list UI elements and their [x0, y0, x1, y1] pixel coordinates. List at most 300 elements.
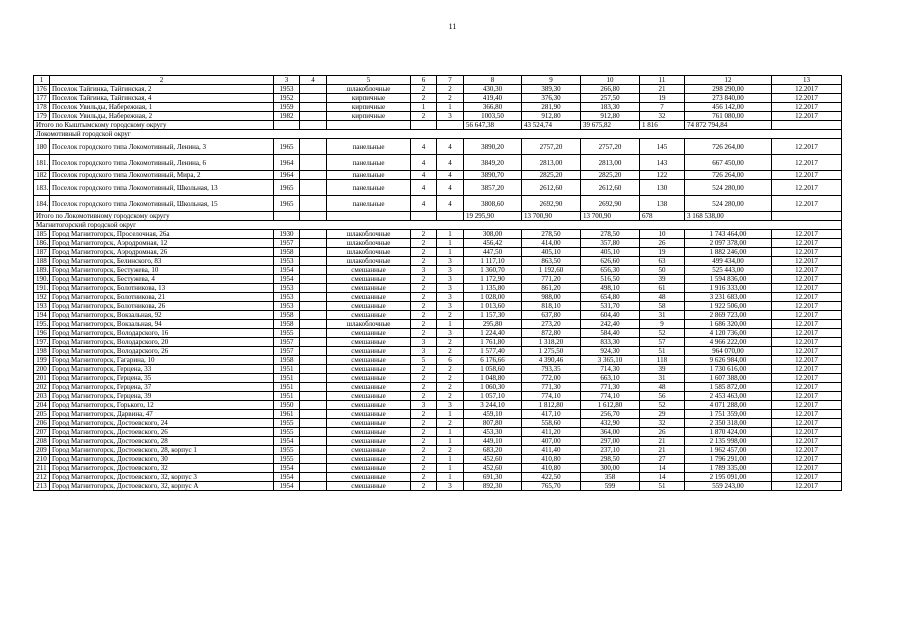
- row-number: 213: [34, 482, 50, 491]
- address-cell: Город Магнитогорск, Бестужева, 10: [50, 266, 274, 275]
- data-cell: [300, 121, 327, 130]
- section-title: Локомотивный городской округ: [34, 130, 842, 139]
- data-cell: 3857,20: [464, 180, 522, 196]
- data-cell: [300, 365, 327, 374]
- data-cell: 3808,60: [464, 196, 522, 212]
- data-cell: 4: [411, 180, 437, 196]
- data-cell: 12.2017: [772, 464, 842, 473]
- data-cell: 1 172,90: [464, 275, 522, 284]
- data-cell: 145: [640, 139, 685, 155]
- data-cell: 12.2017: [772, 230, 842, 239]
- data-cell: 2: [411, 284, 437, 293]
- data-cell: 2: [437, 94, 464, 103]
- data-cell: 237,10: [581, 446, 640, 455]
- data-cell: 2: [411, 248, 437, 257]
- data-cell: панельные: [327, 155, 411, 171]
- address-cell: Город Магнитогорск, Аэродромная, 26: [50, 248, 274, 257]
- data-cell: [300, 103, 327, 112]
- data-cell: 2: [411, 365, 437, 374]
- data-cell: [300, 329, 327, 338]
- data-cell: 5: [411, 356, 437, 365]
- data-cell: 430,30: [464, 85, 522, 94]
- address-cell: Поселок Увильды, Набережная, 1: [50, 103, 274, 112]
- row-number: 205: [34, 410, 50, 419]
- data-cell: смешанные: [327, 455, 411, 464]
- data-cell: 558,60: [522, 419, 581, 428]
- data-cell: панельные: [327, 139, 411, 155]
- data-cell: 761 080,00: [685, 112, 772, 121]
- data-cell: 765,70: [522, 482, 581, 491]
- data-cell: 1: [437, 230, 464, 239]
- data-cell: [437, 121, 464, 130]
- data-cell: 1003,50: [464, 112, 522, 121]
- row-number: 184.: [34, 196, 50, 212]
- row-number: 193: [34, 302, 50, 311]
- data-cell: 256,70: [581, 410, 640, 419]
- table-row: [34, 428, 842, 437]
- data-cell: 1 275,50: [522, 347, 581, 356]
- data-cell: 1954: [274, 464, 300, 473]
- data-cell: 2: [411, 329, 437, 338]
- total-cost: 3 168 538,00: [685, 212, 772, 221]
- data-cell: 456 142,00: [685, 103, 772, 112]
- table-row: [34, 383, 842, 392]
- data-cell: 1: [437, 248, 464, 257]
- address-cell: Город Магнитогорск, Герцена, 39: [50, 392, 274, 401]
- data-cell: 2: [437, 338, 464, 347]
- data-cell: 422,50: [522, 473, 581, 482]
- data-cell: 298 290,00: [685, 85, 772, 94]
- data-cell: 12.2017: [772, 155, 842, 171]
- row-number: 206: [34, 419, 50, 428]
- data-cell: 3 365,10: [581, 356, 640, 365]
- data-cell: 1 013,60: [464, 302, 522, 311]
- data-cell: 833,30: [581, 338, 640, 347]
- table-row: [34, 347, 842, 356]
- table-row: [34, 482, 842, 491]
- data-cell: 12.2017: [772, 171, 842, 180]
- data-cell: 1 057,10: [464, 392, 522, 401]
- address-cell: Город Магнитогорск, Вокзальная, 94: [50, 320, 274, 329]
- data-cell: 3: [411, 347, 437, 356]
- row-number: 177: [34, 94, 50, 103]
- data-cell: смешанные: [327, 275, 411, 284]
- data-cell: 498,10: [581, 284, 640, 293]
- data-cell: 50: [640, 266, 685, 275]
- data-cell: 308,00: [464, 230, 522, 239]
- address-cell: Город Магнитогорск, Герцена, 33: [50, 365, 274, 374]
- data-cell: 1 922 506,00: [685, 302, 772, 311]
- data-cell: 4 071 288,00: [685, 401, 772, 410]
- row-number: 190.: [34, 275, 50, 284]
- data-cell: [300, 171, 327, 180]
- data-cell: 1 058,60: [464, 365, 522, 374]
- data-cell: 14: [640, 464, 685, 473]
- data-cell: 138: [640, 196, 685, 212]
- data-cell: [300, 374, 327, 383]
- data-cell: 2: [411, 85, 437, 94]
- data-cell: 51: [640, 482, 685, 491]
- data-cell: 1: [437, 428, 464, 437]
- data-cell: 183,30: [581, 103, 640, 112]
- data-cell: [300, 338, 327, 347]
- data-cell: 3: [437, 482, 464, 491]
- data-cell: 663,10: [581, 374, 640, 383]
- row-number: 191.: [34, 284, 50, 293]
- data-cell: 1 916 333,00: [685, 284, 772, 293]
- data-cell: 1965: [274, 180, 300, 196]
- data-cell: [300, 85, 327, 94]
- data-cell: 1954: [274, 266, 300, 275]
- data-cell: 1951: [274, 383, 300, 392]
- data-cell: [300, 473, 327, 482]
- data-cell: 143: [640, 155, 685, 171]
- data-cell: [300, 230, 327, 239]
- data-cell: [300, 94, 327, 103]
- data-cell: 12.2017: [772, 392, 842, 401]
- row-number: 187: [34, 248, 50, 257]
- data-cell: 2: [411, 383, 437, 392]
- data-cell: 714,30: [581, 365, 640, 374]
- data-cell: смешанные: [327, 365, 411, 374]
- data-cell: 1: [437, 410, 464, 419]
- data-cell: смешанные: [327, 473, 411, 482]
- data-cell: 524 280,00: [685, 180, 772, 196]
- section-title: Магнитогорский городской округ: [34, 221, 842, 230]
- table-row: [34, 365, 842, 374]
- address-cell: Поселок Тайгинка, Тайгинская, 2: [50, 85, 274, 94]
- data-cell: 27: [640, 455, 685, 464]
- table-row: [34, 320, 842, 329]
- table-header-row: [34, 76, 842, 85]
- data-cell: 257,50: [581, 94, 640, 103]
- data-cell: 1: [437, 239, 464, 248]
- data-cell: 771,30: [522, 383, 581, 392]
- address-cell: Поселок городского типа Локомотивный, Ленина, 6: [50, 155, 274, 171]
- data-cell: 637,80: [522, 311, 581, 320]
- row-number: 183.: [34, 180, 50, 196]
- data-cell: [327, 121, 411, 130]
- data-cell: 1 192,60: [522, 266, 581, 275]
- data-cell: [772, 212, 842, 221]
- data-cell: [300, 275, 327, 284]
- table-row: [34, 112, 842, 121]
- data-cell: 1954: [274, 482, 300, 491]
- address-cell: Поселок Увильды, Набережная, 2: [50, 112, 274, 121]
- data-cell: 2: [437, 446, 464, 455]
- data-cell: [300, 482, 327, 491]
- data-cell: 1 117,10: [464, 257, 522, 266]
- data-cell: 3: [437, 257, 464, 266]
- data-cell: 2: [437, 383, 464, 392]
- table-row: [34, 284, 842, 293]
- data-cell: 2: [411, 437, 437, 446]
- address-cell: Город Магнитогорск, Володарского, 26: [50, 347, 274, 356]
- data-cell: 281,90: [522, 103, 581, 112]
- data-cell: 3: [437, 293, 464, 302]
- data-cell: 2 097 378,00: [685, 239, 772, 248]
- data-cell: 19: [640, 94, 685, 103]
- data-cell: 295,80: [464, 320, 522, 329]
- data-cell: 1958: [274, 311, 300, 320]
- data-cell: 1954: [274, 275, 300, 284]
- table-row: [34, 139, 842, 155]
- data-cell: 3890,20: [464, 139, 522, 155]
- data-cell: 1951: [274, 392, 300, 401]
- section-header-row: [34, 130, 842, 139]
- data-cell: 988,00: [522, 293, 581, 302]
- data-cell: 26: [640, 428, 685, 437]
- data-cell: 1: [437, 473, 464, 482]
- address-cell: Поселок городского типа Локомотивный, Ленина, 3: [50, 139, 274, 155]
- data-cell: 772,00: [522, 374, 581, 383]
- data-cell: шлакоблочные: [327, 239, 411, 248]
- data-cell: шлакоблочные: [327, 257, 411, 266]
- data-cell: 12.2017: [772, 446, 842, 455]
- data-cell: панельные: [327, 171, 411, 180]
- data-cell: [274, 212, 300, 221]
- row-number: 207: [34, 428, 50, 437]
- data-cell: 21: [640, 437, 685, 446]
- data-cell: кирпичные: [327, 103, 411, 112]
- data-cell: 12.2017: [772, 293, 842, 302]
- data-cell: 2: [411, 410, 437, 419]
- data-cell: смешанные: [327, 329, 411, 338]
- address-cell: Поселок городского типа Локомотивный, Школьная, 13: [50, 180, 274, 196]
- data-cell: 524 280,00: [685, 196, 772, 212]
- data-cell: 1958: [274, 248, 300, 257]
- data-cell: 863,50: [522, 257, 581, 266]
- data-cell: [300, 428, 327, 437]
- data-cell: [300, 180, 327, 196]
- data-cell: 1951: [274, 374, 300, 383]
- column-header: 6: [411, 76, 437, 85]
- data-cell: 12.2017: [772, 482, 842, 491]
- data-cell: 419,40: [464, 94, 522, 103]
- data-cell: 1950: [274, 401, 300, 410]
- column-header: 12: [685, 76, 772, 85]
- data-cell: 499 434,00: [685, 257, 772, 266]
- address-cell: Город Магнитогорск, Достоевского, 28: [50, 437, 274, 446]
- row-number: 211: [34, 464, 50, 473]
- data-cell: 3: [437, 112, 464, 121]
- data-cell: смешанные: [327, 437, 411, 446]
- row-number: 208: [34, 437, 50, 446]
- data-cell: 818,10: [522, 302, 581, 311]
- data-cell: [300, 293, 327, 302]
- address-cell: Город Магнитогорск, Володарского, 20: [50, 338, 274, 347]
- data-cell: 21: [640, 85, 685, 94]
- data-cell: смешанные: [327, 410, 411, 419]
- table-row: [34, 392, 842, 401]
- data-cell: смешанные: [327, 419, 411, 428]
- data-cell: смешанные: [327, 311, 411, 320]
- row-number: 210: [34, 455, 50, 464]
- column-header: 1: [34, 76, 50, 85]
- data-cell: 2692,90: [522, 196, 581, 212]
- data-cell: 12.2017: [772, 311, 842, 320]
- data-cell: 3 244,10: [464, 401, 522, 410]
- data-cell: 3: [437, 266, 464, 275]
- data-cell: панельные: [327, 196, 411, 212]
- data-cell: 39: [640, 365, 685, 374]
- data-cell: 1 028,00: [464, 293, 522, 302]
- row-number: 204: [34, 401, 50, 410]
- data-cell: 1930: [274, 230, 300, 239]
- data-cell: 2612,60: [522, 180, 581, 196]
- data-cell: 52: [640, 401, 685, 410]
- data-cell: 297,00: [581, 437, 640, 446]
- data-cell: 1 048,80: [464, 374, 522, 383]
- data-cell: шлакоблочные: [327, 230, 411, 239]
- table-row: [34, 293, 842, 302]
- data-cell: 4: [437, 196, 464, 212]
- data-cell: 924,30: [581, 347, 640, 356]
- data-cell: 12.2017: [772, 85, 842, 94]
- housing-register-table: [33, 75, 842, 491]
- data-cell: 2: [411, 455, 437, 464]
- data-cell: 3 231 683,00: [685, 293, 772, 302]
- data-cell: 12.2017: [772, 437, 842, 446]
- data-cell: 1 224,40: [464, 329, 522, 338]
- table-row: [34, 171, 842, 180]
- data-cell: 58: [640, 302, 685, 311]
- table-row: [34, 196, 842, 212]
- data-cell: 12.2017: [772, 356, 842, 365]
- data-cell: 48: [640, 383, 685, 392]
- data-cell: 459,10: [464, 410, 522, 419]
- data-cell: 1 962 457,00: [685, 446, 772, 455]
- data-cell: 1964: [274, 155, 300, 171]
- data-cell: кирпичные: [327, 112, 411, 121]
- table-row: [34, 266, 842, 275]
- table-row: [34, 275, 842, 284]
- data-cell: 29: [640, 410, 685, 419]
- data-cell: [300, 311, 327, 320]
- table-row: [34, 464, 842, 473]
- data-cell: 12.2017: [772, 428, 842, 437]
- data-cell: 872,80: [522, 329, 581, 338]
- table-row: [34, 356, 842, 365]
- data-cell: 10: [640, 230, 685, 239]
- data-cell: шлакоблочные: [327, 320, 411, 329]
- data-cell: 432,90: [581, 419, 640, 428]
- data-cell: 12.2017: [772, 248, 842, 257]
- data-cell: 2: [411, 275, 437, 284]
- table-row: [34, 446, 842, 455]
- data-cell: 525 443,00: [685, 266, 772, 275]
- data-cell: 1 751 359,00: [685, 410, 772, 419]
- data-cell: 691,30: [464, 473, 522, 482]
- address-cell: Город Магнитогорск, Достоевского, 30: [50, 455, 274, 464]
- data-cell: 12.2017: [772, 139, 842, 155]
- data-cell: 57: [640, 338, 685, 347]
- data-cell: 410,80: [522, 455, 581, 464]
- data-cell: 61: [640, 284, 685, 293]
- address-cell: Город Магнитогорск, Аэродромная, 12: [50, 239, 274, 248]
- data-cell: 12.2017: [772, 112, 842, 121]
- data-cell: 2 453 463,00: [685, 392, 772, 401]
- table-row: [34, 302, 842, 311]
- data-cell: 21: [640, 446, 685, 455]
- data-cell: 1: [437, 464, 464, 473]
- table-row: [34, 94, 842, 103]
- data-cell: 12.2017: [772, 239, 842, 248]
- data-cell: 9 626 984,00: [685, 356, 772, 365]
- data-cell: 12.2017: [772, 329, 842, 338]
- data-cell: 584,40: [581, 329, 640, 338]
- data-cell: 2: [437, 419, 464, 428]
- data-cell: 410,80: [522, 464, 581, 473]
- data-cell: [300, 446, 327, 455]
- table-row: [34, 85, 842, 94]
- data-cell: 1955: [274, 428, 300, 437]
- data-cell: 771,30: [581, 383, 640, 392]
- data-cell: 3: [437, 401, 464, 410]
- row-number: 199: [34, 356, 50, 365]
- total-residents: 678: [640, 212, 685, 221]
- data-cell: 2 135 998,00: [685, 437, 772, 446]
- data-cell: 52: [640, 329, 685, 338]
- data-cell: [300, 239, 327, 248]
- total-row: [34, 121, 842, 130]
- data-cell: 599: [581, 482, 640, 491]
- data-cell: 1955: [274, 419, 300, 428]
- data-cell: [300, 248, 327, 257]
- address-cell: Город Магнитогорск, Достоевского, 26: [50, 428, 274, 437]
- row-number: 201: [34, 374, 50, 383]
- row-number: 189.: [34, 266, 50, 275]
- data-cell: [300, 266, 327, 275]
- data-cell: 12.2017: [772, 365, 842, 374]
- column-header: 11: [640, 76, 685, 85]
- data-cell: 1 135,80: [464, 284, 522, 293]
- total-row: [34, 212, 842, 221]
- data-cell: 449,10: [464, 437, 522, 446]
- data-cell: 2: [411, 482, 437, 491]
- data-cell: 912,80: [522, 112, 581, 121]
- address-cell: Город Магнитогорск, Болотникова, 21: [50, 293, 274, 302]
- data-cell: [437, 212, 464, 221]
- row-number: 181.: [34, 155, 50, 171]
- data-cell: смешанные: [327, 464, 411, 473]
- row-number: 185: [34, 230, 50, 239]
- row-number: 182: [34, 171, 50, 180]
- address-cell: Город Магнитогорск, Болотникова, 26: [50, 302, 274, 311]
- row-number: 200: [34, 365, 50, 374]
- table-row: [34, 419, 842, 428]
- data-cell: [300, 196, 327, 212]
- data-cell: 358: [581, 473, 640, 482]
- data-cell: 63: [640, 257, 685, 266]
- data-cell: 1 607 388,00: [685, 374, 772, 383]
- row-number: 203: [34, 392, 50, 401]
- data-cell: 12.2017: [772, 257, 842, 266]
- data-cell: 626,60: [581, 257, 640, 266]
- data-cell: 3: [437, 329, 464, 338]
- address-cell: Город Магнитогорск, Достоевского, 32, корпус 3: [50, 473, 274, 482]
- data-cell: 411,40: [522, 446, 581, 455]
- data-cell: 39: [640, 275, 685, 284]
- total-living: 43 524,74: [522, 121, 581, 130]
- data-cell: 407,00: [522, 437, 581, 446]
- data-cell: [300, 155, 327, 171]
- data-cell: [300, 112, 327, 121]
- data-cell: 1: [411, 103, 437, 112]
- data-cell: 604,40: [581, 311, 640, 320]
- data-cell: смешанные: [327, 347, 411, 356]
- table-row: [34, 329, 842, 338]
